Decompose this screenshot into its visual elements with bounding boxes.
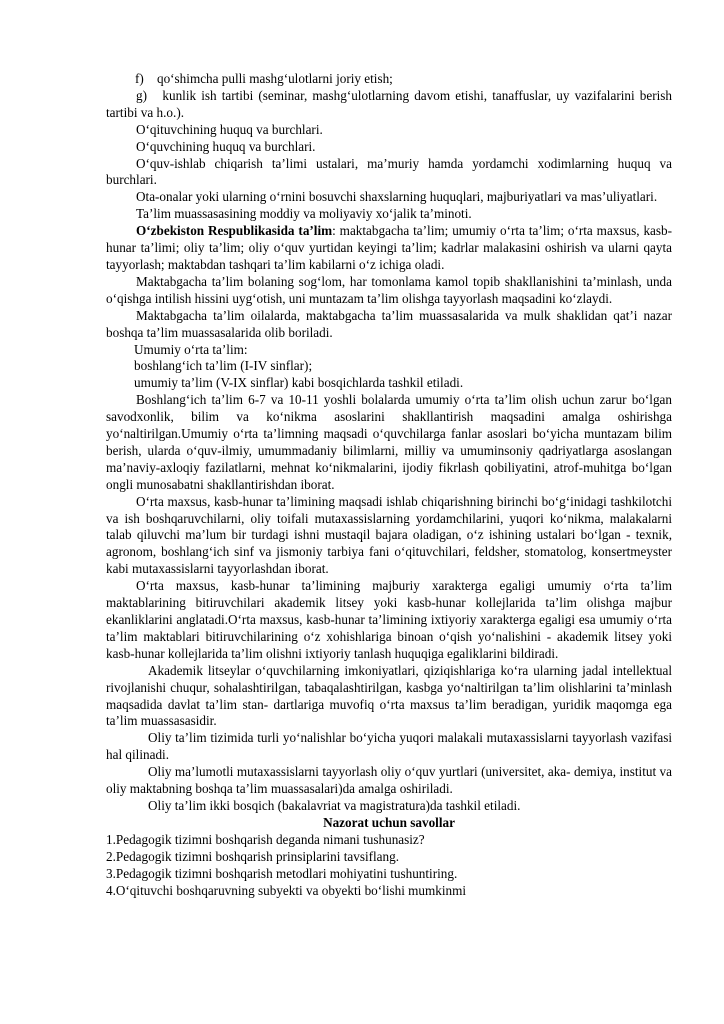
paragraph-student-rights: O‘quvchining huquq va burchlari. [136, 138, 316, 154]
list-item: 2.Pedagogik tizimni boshqarish prinsiplarini tavsiflang. [106, 848, 400, 864]
paragraph-vocational-mandatory: O‘rta maxsus, kasb-hunar ta’limining majburiy xarakterga egaligi umumiy o‘rta ta’lim maktablarining bitiruvchilari akademik litsey yoki kasb-hunar kollejlarida ta’lim olishga majbur ekanliklarini anglatadi.O‘rta maxsus, kasb-hunar ta’limining ixtiyoriy xarakterga egaligi esa umumiy o‘rta ta’lim maktablari bitiruvchilarining o‘z xohishlariga binoan o‘qish yo‘nalishini - akademik litsey yoki kasb-hunar kollejlarida ta’lim olishni ixtiyoriy tanlash huquqiga egaliklarini bildiradi. [106, 578, 672, 661]
paragraph-primary-goal: Boshlang‘ich ta’lim 6-7 va 10-11 yoshli bolalarda umumiy o‘rta ta’lim olish uchun zarur bo‘lgan savodxonlik, bilim va ko‘nikma asoslarini shakllantirish maqsadini amalga oshirishga yo‘naltirilgan.Umumiy o‘rta ta’limning maqsadi o‘quvchilarga fanlar asoslari bo‘yicha muntazam bilim berish, ularda o‘quv-ilmiy, umummadaniy bilimlarni, milliy va umuminsoniy qadriyatlarga asoslangan ma’naviy-axloqiy fazilatlarni, mehnat ko‘nikmalarini, ijodiy fikrlash qobiliyatini, atrof-muhitga bo‘lgan ongli munosabatni shakllantirishdan iborat. [106, 392, 672, 492]
list-item-f: f) qo‘shimcha pulli mashg‘ulotlarni joriy etish; [135, 71, 393, 86]
document-page [106, 71, 672, 899]
paragraph-primary: boshlang‘ich ta’lim (I-IV sinflar); [134, 358, 313, 374]
paragraph-academic-lyceums: Akademik litseylar o‘quvchilarning imkoniyatlari, qiziqishlariga ko‘ra ularning jadal intellektual rivojlanishi chuqur, sohalashtirilgan, tabaqalashtirilgan, kasbga yo‘naltirilgan ta’lim olishlarini ta’minlash maqsadida davlat ta’lim stan- dartlariga muvofiq o‘rta maxsus ta’lim beradigan, yuridik maqomga ega ta’lim muassasasidir. [106, 662, 672, 729]
paragraph-vocational-goal: O‘rta maxsus, kasb-hunar ta’limining maqsadi ishlab chiqarishning birinchi bo‘g‘inidagi tashkilotchi va ish boshqaruvchilarni, oliy toifali mutaxassislarning yordamchilarini, yuqori ko‘nikma, malakalarni talab qiluvchi ma’lum bir turdagi ishni mustaqil bajara oladigan, o‘z ishining ustalari bo‘lgan - texnik, agronom, boshlang‘ich sinf va jismoniy tarbiya fani o‘qituvchilari, feldsher, stomatolog, konsertmeyster kabi mutaxassislarni tayyorlashdan iborat. [106, 493, 672, 577]
questions-list [106, 832, 672, 900]
paragraph-text: : maktabgacha ta’lim; umumiy o‘rta ta’lim; o‘rta maxsus, kasb-hunar ta’limi; oliy ta’lim; oliy o‘quv yurtidan keyingi ta’lim; kadrlar malakasini oshirish va ularni qayta tayyorlash; maktabdan tashqari ta’lim kabilarni o‘z ichiga oladi. [106, 223, 673, 272]
paragraph-teacher-rights: O‘qituvchining huquq va burchlari. [136, 121, 323, 137]
paragraph-higher-education: Oliy ta’lim tizimida turli yo‘nalishlar bo‘yicha yuqori malakali mutaxassislarni tayyorlash vazifasi hal qilinadi. [106, 730, 672, 763]
list-item: 1.Pedagogik tizimni boshqarish deganda nimani tushunasiz? [106, 831, 425, 847]
paragraph-parents-rights: Ota-onalar yoki ularning o‘rnini bosuvchi shaxslarning huquqlari, majburiyatlari va mas’uliyatlari. [136, 189, 658, 205]
paragraph-preschool-goal: Maktabgacha ta’lim bolaning sog‘lom, har tomonlama kamol topib shakllanishini ta’minlash, unda o‘qishga intilish hissini uyg‘otish, uni muntazam ta’lim olishga tayyorlash maqsadini ko‘zlaydi. [106, 273, 672, 306]
paragraph-preschool-places: Maktabgacha ta’lim oilalarda, maktabgacha ta’lim muassasalarida va mulk shaklidan qat’i nazar boshqa ta’lim muassasalarida olib boriladi. [106, 307, 672, 340]
list-item: 4.O‘qituvchi boshqaruvning subyekti va obyekti bo‘lishi mumkinmi [106, 882, 467, 898]
paragraph-financial-support: Ta’lim muassasasining moddiy va moliyaviy xo‘jalik ta’minoti. [136, 206, 472, 222]
list-item-g: g) kunlik ish tartibi (seminar, mashg‘ulotlarning davom etishi, tanaffuslar, uy vazifalarini berish tartibi va h.o.). [106, 87, 672, 120]
paragraph-education-system [106, 223, 672, 274]
paragraph-general-secondary: Umumiy o‘rta ta’lim: [134, 341, 248, 357]
bold-term: O‘zbekiston Respublikasida ta’lim [136, 223, 333, 239]
section-heading: Nazorat uchun savollar [323, 814, 455, 830]
paragraph-higher-institutions: Oliy ma’lumotli mutaxassislarni tayyorlash oliy o‘quv yurtlari (universitet, aka- demiya, institut va oliy maktabning boshqa ta’lim muassasalari)da amalga oshiriladi. [106, 764, 672, 797]
list-item: 3.Pedagogik tizimni boshqarish metodlari mohiyatini tushuntiring. [106, 865, 458, 881]
paragraph-general-stages: umumiy ta’lim (V-IX sinflar) kabi bosqichlarda tashkil etiladi. [134, 375, 464, 391]
paragraph-higher-stages: Oliy ta’lim ikki bosqich (bakalavriat va magistratura)da tashkil etiladi. [148, 797, 521, 813]
paragraph-staff-rights: O‘quv-ishlab chiqarish ta’limi ustalari, ma’muriy hamda yordamchi xodimlarning huquq va burchlari. [106, 155, 672, 188]
